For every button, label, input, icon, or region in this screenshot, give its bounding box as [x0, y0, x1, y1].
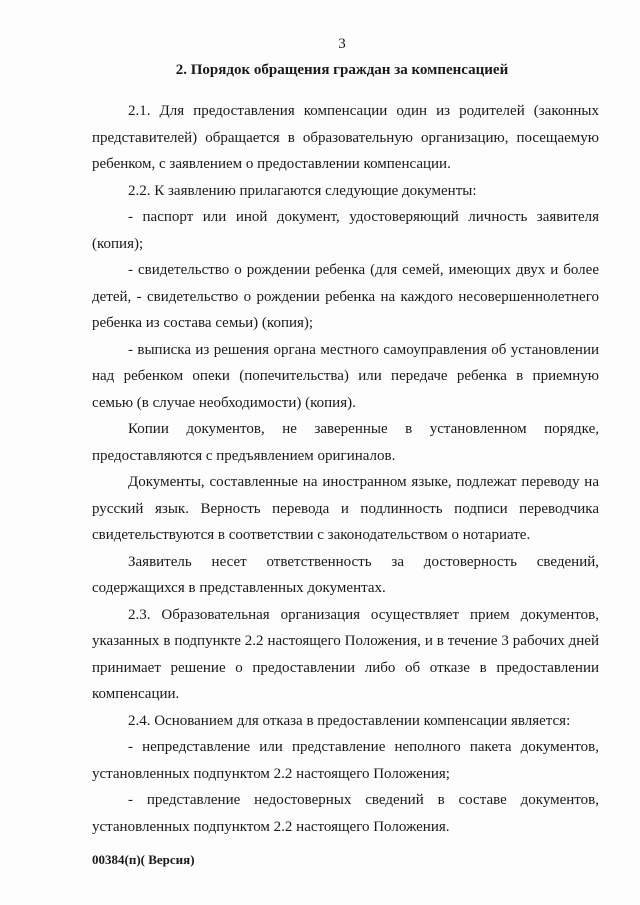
page-number: 3 — [338, 36, 346, 52]
paragraph-copies: Копии документов, не заверенные в установленном порядке, предоставляются с предъявлением оригиналов. — [92, 421, 599, 464]
list-item-passport: - паспорт или иной документ, удостоверяющий личность заявителя (копия); — [92, 209, 599, 252]
list-item-false-information: - представление недостоверных сведений в составе документов, установленных подпунктом 2.2 настоящего Положения. — [92, 792, 599, 835]
paragraph-2-3: 2.3. Образовательная организация осуществляет прием документов, указанных в подпункте 2.2 настоящего Положения, и в течение 3 рабочих дней принимает решение о предоставлении либо об отказе в предоставлении компенсации. — [92, 606, 599, 702]
list-item-guardianship-extract: - выписка из решения органа местного самоуправления об установлении над ребенком опеки (попечительства) или передаче ребенка в приемную семью (в случае необходимости) (копия). — [92, 341, 599, 411]
paragraph-2-4: 2.4. Основанием для отказа в предоставлении компенсации является: — [128, 712, 571, 729]
section-heading: 2. Порядок обращения граждан за компенсацией — [175, 62, 509, 78]
paragraph-foreign-documents: Документы, составленные на иностранном языке, подлежат переводу на русский язык. Верность перевода и подлинность подписи переводчика свидетельствуются в соответствии с законодательством о нотариате. — [92, 474, 599, 543]
list-item-birth-certificate: - свидетельство о рождении ребенка (для семей, имеющих двух и более детей, - свидетельство о рождении ребенка на каждого несовершеннолетнего ребенка из состава семьи) (копия); — [92, 262, 599, 331]
document-footer: 00384(п)( Версия) — [92, 852, 195, 867]
paragraph-2-1: 2.1. Для предоставления компенсации один из родителей (законных представителей) обращается в образовательную организацию, посещаемую ребенком, с заявлением о предоставлении компенсации. — [92, 103, 599, 172]
paragraph-2-2: 2.2. К заявлению прилагаются следующие документы: — [128, 182, 477, 199]
document-body — [92, 98, 599, 840]
paragraph-applicant-responsibility: Заявитель несет ответственность за достоверность сведений, содержащихся в представленных документах. — [92, 553, 599, 596]
list-item-incomplete-package: - непредставление или представление неполного пакета документов, установленных подпунктом 2.2 настоящего Положения; — [92, 739, 599, 782]
